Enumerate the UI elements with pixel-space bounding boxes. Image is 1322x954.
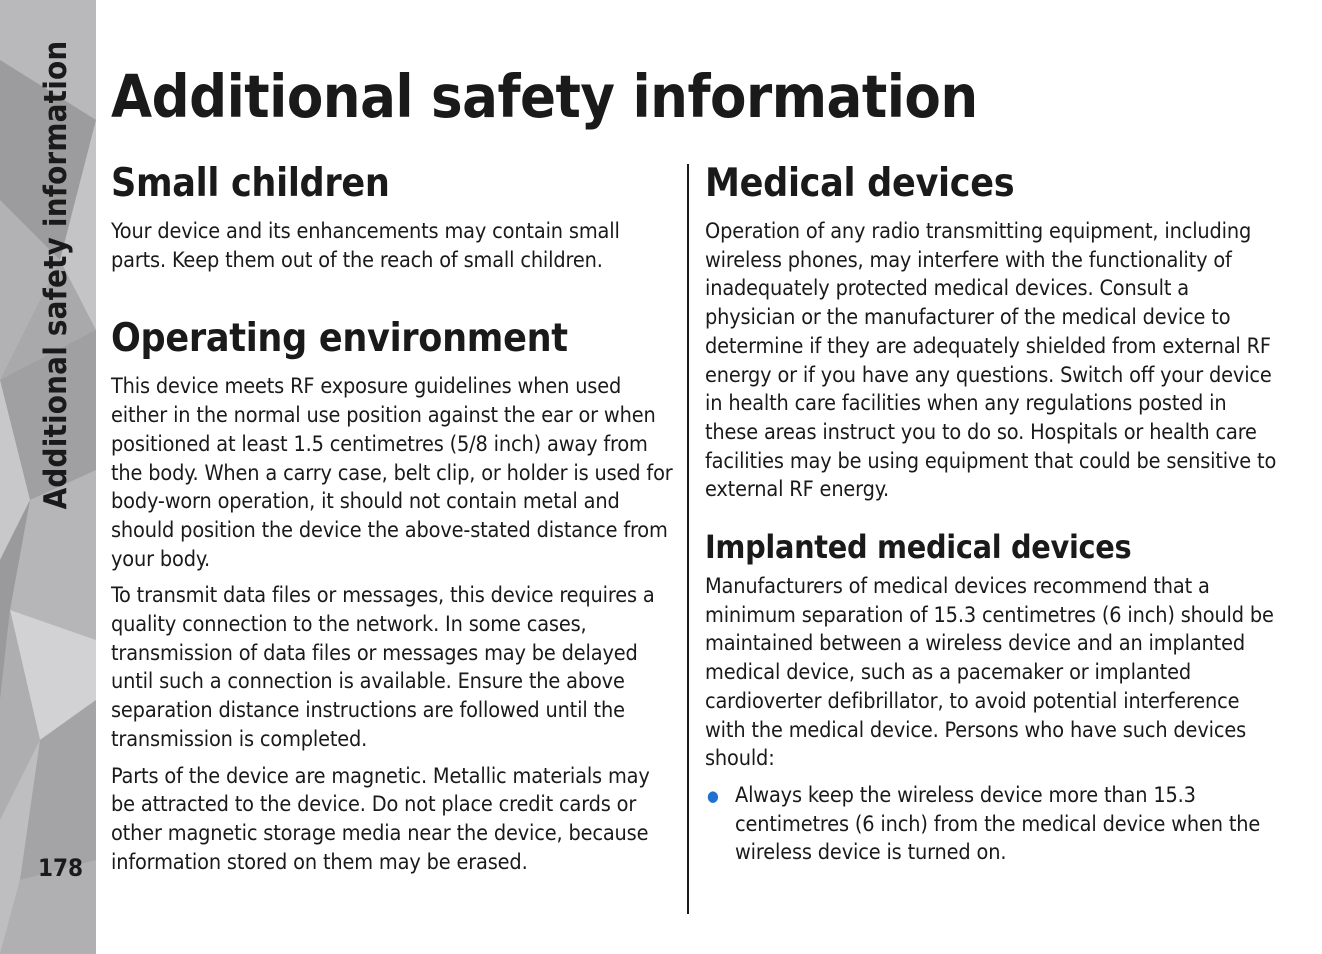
page-number: 178	[38, 854, 84, 882]
paragraph-data-transmission: To transmit data files or messages, this device requires a quality connection to the network. In some cases, transmission of data files or messages may be delayed until such a connection is available. Ensure the above separation distance instructions are followed until the transmission is completed.	[111, 583, 655, 752]
running-section-title: Additional safety information	[38, 40, 74, 510]
heading-small-children: Small children	[111, 161, 390, 206]
paragraph-implanted-devices: Manufacturers of medical devices recommend that a minimum separation of 15.3 centimetres (6 inch) should be maintained between a wireless device and an implanted medical device, such as a pacemaker or implanted cardioverter defibrillator, to avoid potential interference with the medical device. Persons who have such devices should:	[705, 574, 1274, 772]
bullet-icon: ●	[707, 786, 719, 805]
list-item	[705, 782, 1277, 868]
paragraph-small-children: Your device and its enhancements may contain small parts. Keep them out of the reach of small children.	[111, 219, 620, 273]
sidebar-band	[0, 0, 96, 954]
column-divider	[687, 164, 689, 914]
heading-implanted-medical-devices: Implanted medical devices	[705, 528, 1132, 567]
bullet-text: Always keep the wireless device more than 15.3 centimetres (6 inch) from the medical device when the wireless device is turned on.	[735, 782, 1261, 866]
right-column	[705, 160, 1277, 868]
paragraph-magnetic-parts: Parts of the device are magnetic. Metallic materials may be attracted to the device. Do not place credit cards or other magnetic storage media near the device, because information stored on them may be erased.	[111, 763, 650, 875]
heading-operating-environment: Operating environment	[111, 316, 568, 362]
paragraph-rf-exposure: This device meets RF exposure guidelines when used either in the normal use position against the ear or when positioned at least 1.5 centimetres (5/8 inch) away from the body. When a carry case, belt clip, or holder is used for body-worn operation, it should not contain metal and should position the device the above-stated distance from your body.	[111, 374, 673, 572]
paragraph-medical-devices: Operation of any radio transmitting equipment, including wireless phones, may interfere with the functionality of inadequately protected medical devices. Consult a physician or the manufacturer of the medical device to determine if they are adequately shielded from external RF energy or if you have any questions. Switch off your device in health care facilities when any regulations posted in these areas instruct you to do so. Hospitals or health care facilities may be using equipment that could be sensitive to external RF energy.	[705, 219, 1277, 503]
heading-medical-devices: Medical devices	[705, 161, 1015, 206]
page-title: Additional safety information	[111, 62, 978, 131]
left-column	[111, 160, 677, 877]
